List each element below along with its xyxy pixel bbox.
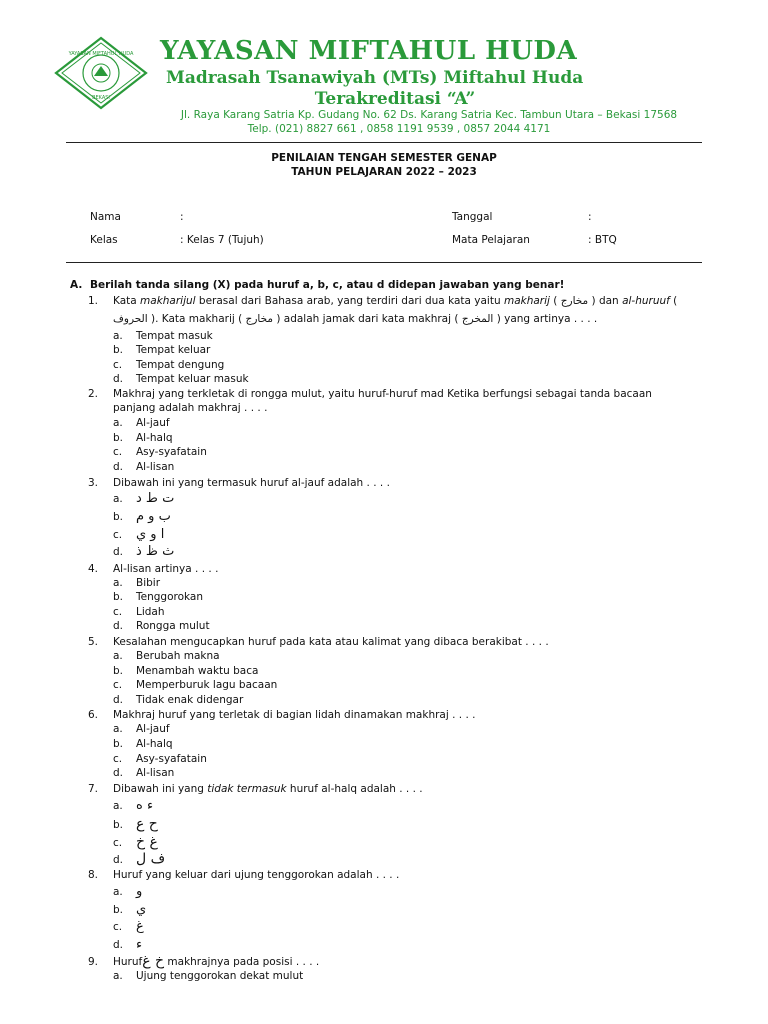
question-text: Al-lisan artinya . . . . [113,563,219,575]
option-text: Berubah makna [136,650,220,662]
option-item [113,606,165,618]
option-letter: a. [113,650,123,662]
option-letter: d. [113,546,124,558]
option-item [113,919,144,934]
section-letter: A. [70,279,83,291]
class-value: : Kelas 7 (Tujuh) [180,234,264,246]
option-item [113,417,170,429]
option-letter: c. [113,753,123,765]
option-item [113,937,142,952]
option-letter: a. [113,886,123,898]
option-item [113,679,277,691]
option-arabic: ت ط د [136,491,175,506]
option-letter: c. [113,837,123,849]
question-1 [88,294,708,309]
question-7 [88,782,708,797]
option-item [113,446,207,458]
question-number: 4. [88,563,99,575]
option-letter: d. [113,620,124,632]
question-text-italic: tidak termasuk [207,783,287,795]
option-item [113,767,174,779]
question-number: 5. [88,636,99,648]
question-number: 7. [88,783,99,795]
question-text: Dibawah ini yang termasuk huruf al-jauf adalah . . . . [113,477,390,489]
school-name: Madrasah Tsanawiyah (MTs) Miftahul Huda [166,68,584,88]
section-heading [70,279,564,291]
option-letter: b. [113,738,124,750]
option-item [113,650,220,662]
option-item [113,970,303,982]
question-text-italic: makharij [503,295,550,307]
option-item [113,509,171,524]
option-text: Tidak enak didengar [136,694,244,706]
option-item [113,527,164,542]
option-letter: d. [113,854,124,866]
option-item [113,330,213,342]
question-4 [88,562,708,577]
date-colon: : [588,211,592,223]
option-item [113,344,210,356]
option-letter: c. [113,359,123,371]
question-number: 9. [88,956,99,968]
option-text: Asy-syafatain [136,753,207,765]
option-arabic: و [136,884,143,899]
option-arabic: ء ه [136,798,154,813]
option-letter: b. [113,511,124,523]
option-letter: b. [113,665,124,677]
option-text: Al-lisan [136,767,175,779]
option-letter: c. [113,446,123,458]
option-arabic: غ خ [136,834,158,850]
option-text: Asy-syafatain [136,446,207,458]
option-item [113,753,207,765]
subject-value: : BTQ [588,234,617,246]
option-item [113,851,165,867]
question-text: ( مخارج ) dan [549,295,623,307]
question-number: 8. [88,869,99,881]
option-item [113,816,158,832]
option-arabic: ف ل [136,851,166,867]
question-text: Makhraj huruf yang terletak di bagian lidah dinamakan makhraj . . . . [113,709,476,721]
name-colon: : [180,211,184,223]
option-arabic: ث ظ ذ [136,544,175,559]
option-item [113,620,210,632]
option-arabic: ب و م [136,509,171,524]
question-text: Kata [113,295,141,307]
question-number: 6. [88,709,99,721]
question-number: 2. [88,388,99,400]
option-text: Al-halq [136,738,173,750]
option-letter: a. [113,800,123,812]
section-instruction: Berilah tanda silang (X) pada huruf a, b, c, atau d didepan jawaban yang benar! [90,279,565,291]
option-text: Al-jauf [136,417,170,429]
option-arabic: ا و ي [136,527,165,542]
question-5 [88,635,708,650]
option-letter: b. [113,344,124,356]
option-item [113,723,170,735]
option-item [113,577,160,589]
option-item [113,884,142,899]
option-text: Tenggorokan [136,591,203,603]
question-arabic: خ غ [142,953,165,969]
question-2 [88,387,708,402]
info-divider [66,262,702,263]
option-letter: a. [113,577,123,589]
option-item [113,665,258,677]
class-label: Kelas [90,234,118,246]
accreditation: Terakreditasi “A” [314,89,476,109]
option-letter: a. [113,970,123,982]
option-item [113,491,174,506]
question-text: Dibawah ini yang [113,783,208,795]
school-address: Jl. Raya Karang Satria Kp. Gudang No. 62 Ds. Karang Satria Kec. Tambun Utara – Bekasi 17568 [180,109,678,121]
school-phone: Telp. (021) 8827 661 , 0858 1191 9539 , 0857 2044 4171 [247,123,551,135]
logo-bottom-text: BEKASI [92,95,110,101]
option-text: Tempat keluar [136,344,211,356]
option-letter: c. [113,679,123,691]
option-letter: b. [113,819,124,831]
question-3 [88,476,708,491]
exam-title: PENILAIAN TENGAH SEMESTER GENAP [271,152,497,164]
option-text: Al-lisan [136,461,175,473]
option-text: Lidah [136,606,165,618]
option-letter: c. [113,529,123,541]
option-text: Tempat masuk [136,330,213,342]
question-text-italic: al-huruuf [622,295,670,307]
option-letter: d. [113,939,124,951]
option-item [113,461,174,473]
option-letter: a. [113,417,123,429]
question-text: huruf al-halq adalah . . . . [286,783,423,795]
question-text: Huruf [113,956,143,968]
option-item [113,432,173,444]
question-8 [88,868,708,883]
question-text: berasal dari Bahasa arab, yang terdiri dari dua kata yaitu [195,295,504,307]
question-number: 3. [88,477,99,489]
option-letter: a. [113,493,123,505]
option-arabic: غ [136,919,144,934]
question-text: ( [669,295,678,307]
option-letter: d. [113,694,124,706]
option-letter: a. [113,330,123,342]
option-letter: d. [113,461,124,473]
option-item [113,591,203,603]
name-label: Nama [90,211,121,223]
option-text: Rongga mulut [136,620,210,632]
question-text: makhrajnya pada posisi . . . . [164,956,320,968]
option-arabic: ي [136,902,147,917]
header-divider [66,142,702,143]
option-letter: c. [113,606,123,618]
option-letter: b. [113,591,124,603]
question-text: Kesalahan mengucapkan huruf pada kata atau kalimat yang dibaca berakibat . . . . [113,636,549,648]
option-letter: b. [113,432,124,444]
exam-year: TAHUN PELAJARAN 2022 – 2023 [291,166,477,178]
question-9 [88,954,708,970]
question-text-italic: makharijul [140,295,196,307]
org-name: YAYASAN MIFTAHUL HUDA [160,36,578,66]
question-number: 1. [88,295,99,307]
option-arabic: ح ع [136,816,158,832]
option-text: Al-halq [136,432,173,444]
option-text: Bibir [136,577,161,589]
question-1-line-2: الحروف ). Kata makharij ( مخارج ) adalah jamak dari kata makhraj ( المخرج ) yang artinya . . . . [113,313,598,325]
option-text: Menambah waktu baca [136,665,259,677]
subject-label: Mata Pelajaran [452,234,530,246]
question-text: Huruf yang keluar dari ujung tenggorokan adalah . . . . [113,869,400,881]
option-text: Tempat dengung [136,359,225,371]
option-arabic: ء [136,937,143,952]
logo-ring-text: YAYASAN MIFTAHUL HUDA [68,51,134,57]
option-letter: d. [113,373,124,385]
option-item [113,902,146,917]
question-text: Makhraj yang terkletak di rongga mulut, yaitu huruf-huruf mad Ketika berfungsi sebagai tanda bacaan [113,388,652,400]
question-6 [88,708,708,723]
option-letter: c. [113,921,123,933]
option-item [113,544,174,559]
option-item [113,694,243,706]
option-item [113,359,224,371]
option-letter: b. [113,904,124,916]
option-item [113,738,173,750]
option-text: Al-jauf [136,723,170,735]
option-item [113,373,249,385]
option-letter: a. [113,723,123,735]
option-text: Memperburuk lagu bacaan [136,679,278,691]
option-letter: d. [113,767,124,779]
option-item [113,834,158,850]
option-item [113,798,153,813]
option-text: Ujung tenggorokan dekat mulut [136,970,304,982]
option-text: Tempat keluar masuk [136,373,249,385]
date-label: Tanggal [452,211,493,223]
question-2-line-2: panjang adalah makhraj . . . . [113,402,268,414]
